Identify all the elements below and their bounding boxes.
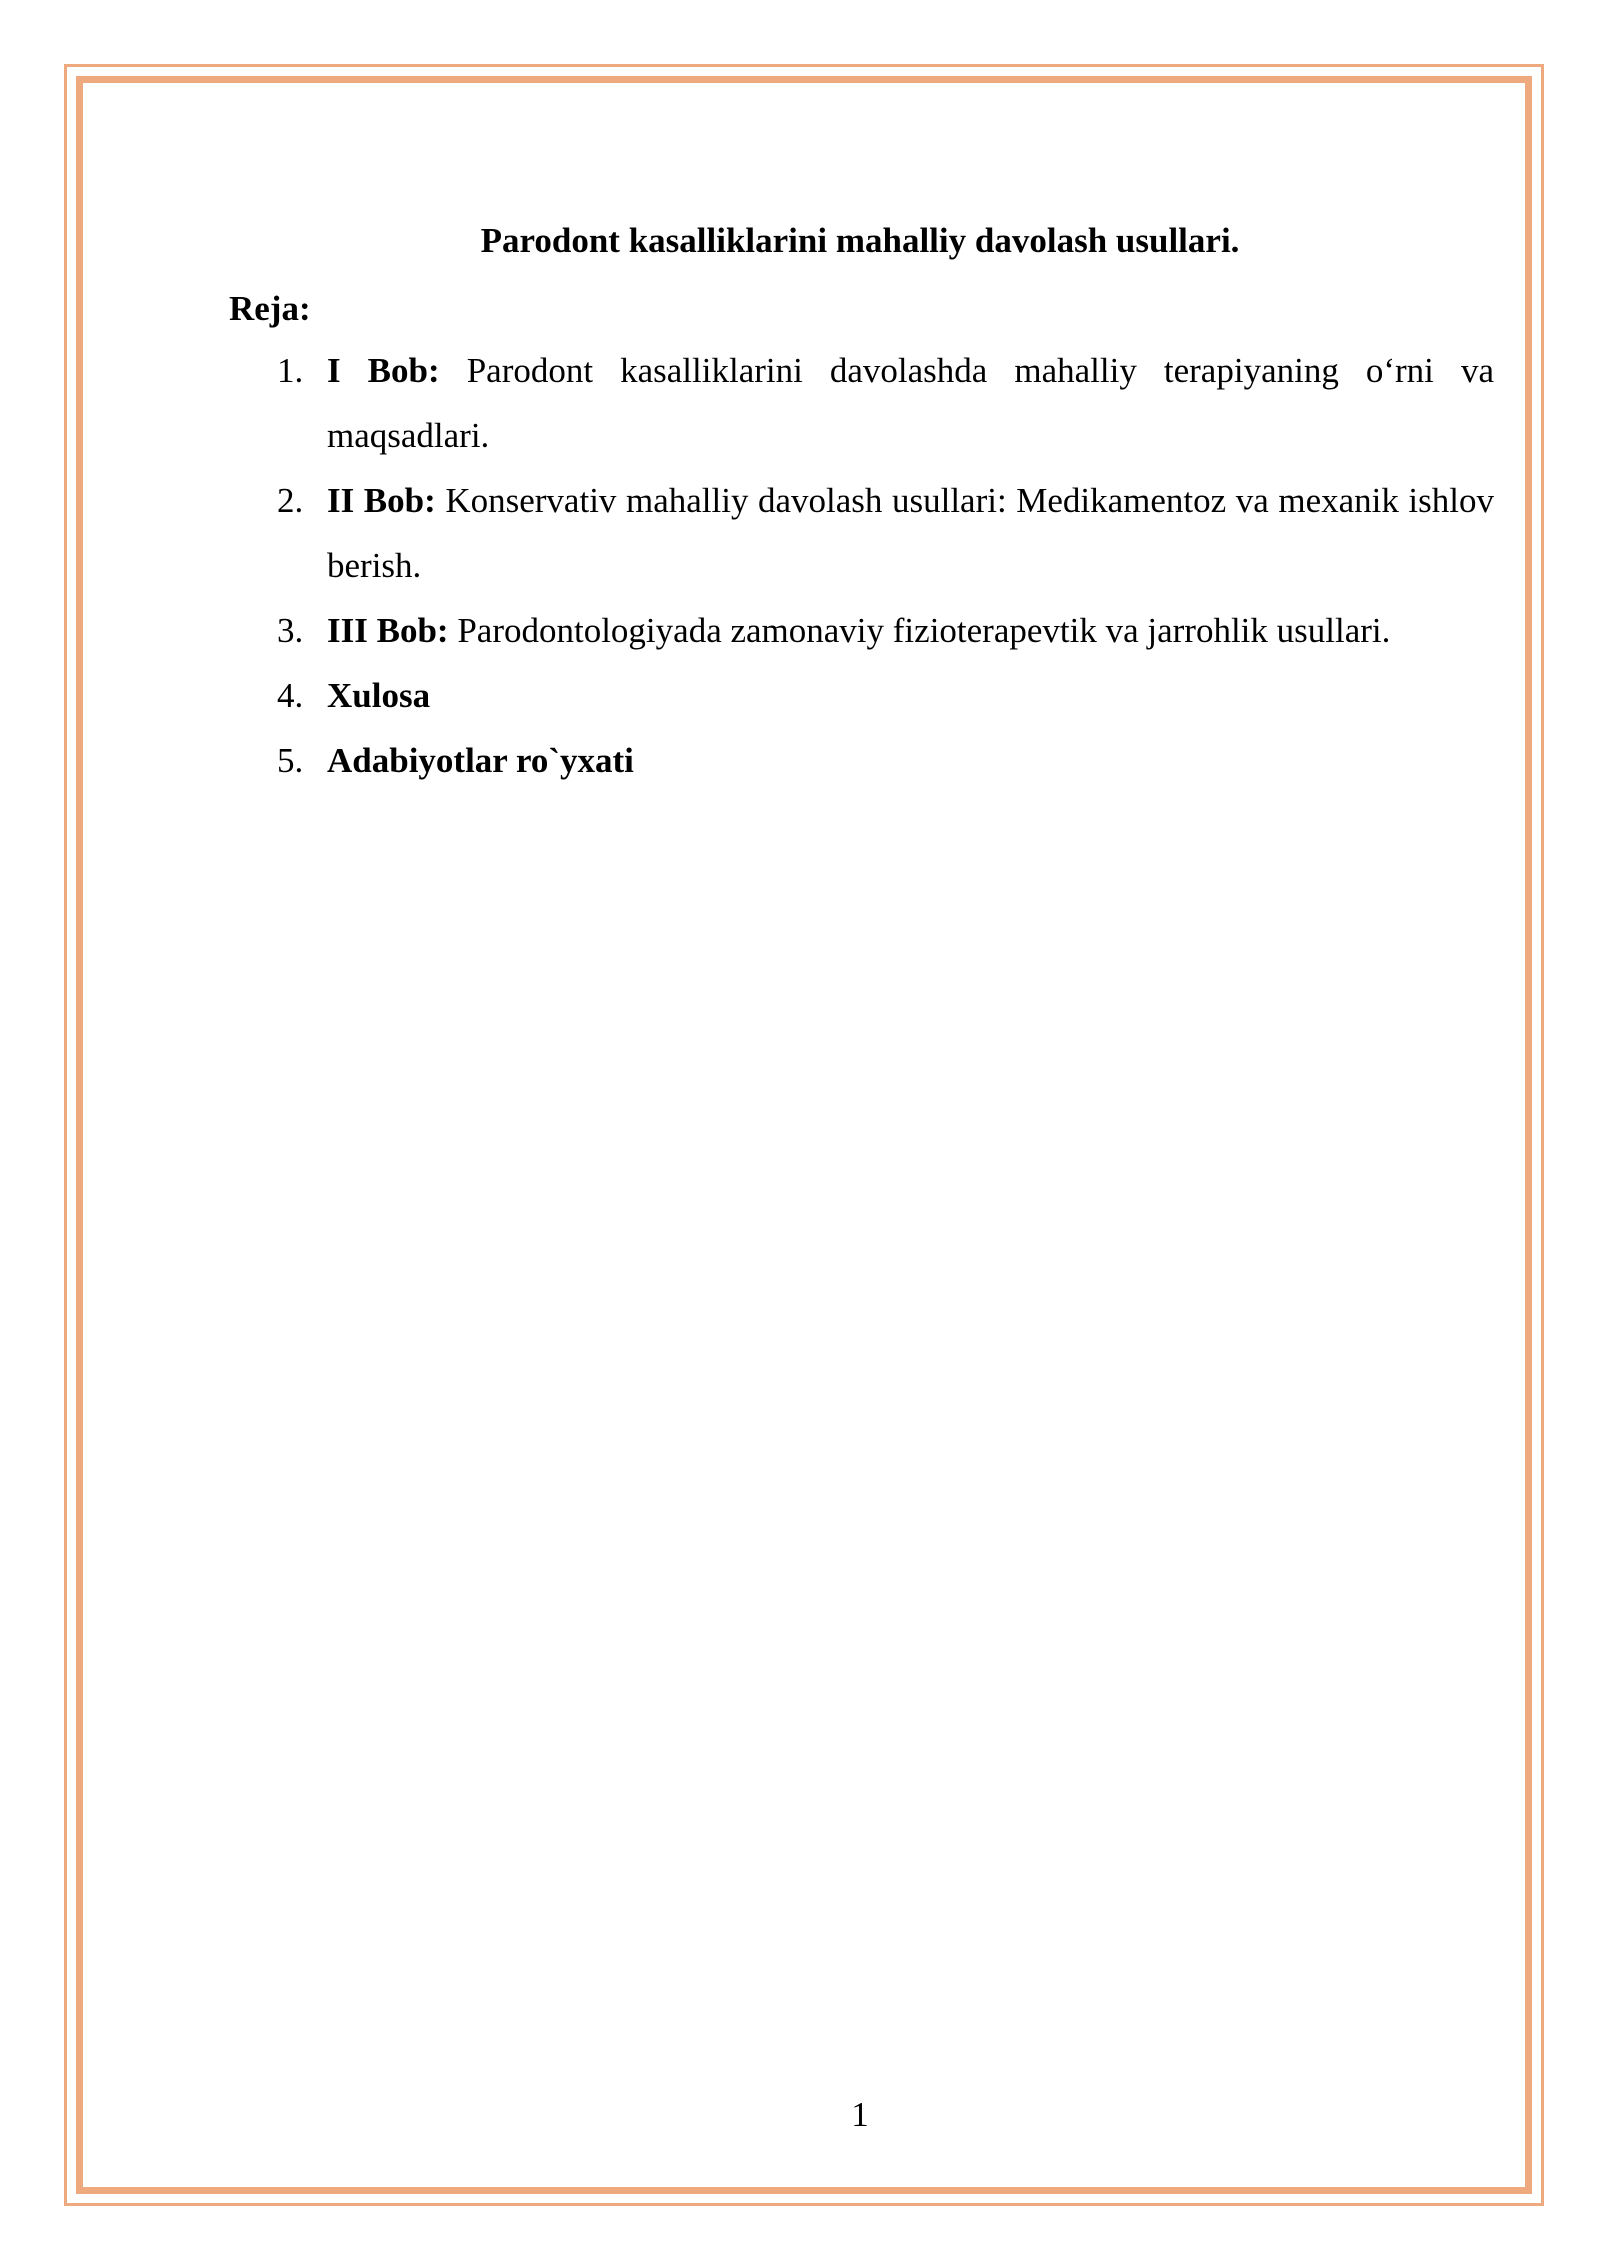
plan-item-text — [327, 598, 1494, 663]
plan-item-description: Parodont kasalliklarini davolashda mahalliy terapiyaning o‘rni va maqsadlari. — [327, 351, 1494, 455]
plan-item-number: 3. — [277, 611, 304, 650]
plan-item-text — [327, 728, 1494, 793]
plan-item-label: I Bob: — [327, 351, 440, 390]
plan-item-label: II Bob: — [327, 481, 436, 520]
plan-item-number: 2. — [277, 481, 304, 520]
plan-item-label: Xulosa — [327, 676, 431, 715]
plan-item-label: III Bob: — [327, 611, 449, 650]
document-title: Parodont kasalliklarini mahalliy davolash usullari. — [480, 221, 1240, 260]
plan-item-number: 5. — [277, 741, 304, 780]
plan-item-text — [327, 663, 1494, 728]
plan-item-description: Parodontologiyada zamonaviy fizioterapevtik va jarrohlik usullari. — [448, 611, 1391, 650]
plan-heading: Reja: — [229, 289, 311, 328]
plan-item-text — [327, 338, 1494, 468]
plan-item-description: Konservativ mahalliy davolash usullari: Medikamentoz va mexanik ishlov berish. — [327, 481, 1494, 585]
plan-item-number: 1. — [277, 351, 304, 390]
plan-item-number: 4. — [277, 676, 304, 715]
plan-item-label: Adabiyotlar ro`yxati — [327, 741, 634, 780]
page-number: 1 — [851, 2095, 869, 2134]
plan-item-text — [327, 468, 1494, 598]
